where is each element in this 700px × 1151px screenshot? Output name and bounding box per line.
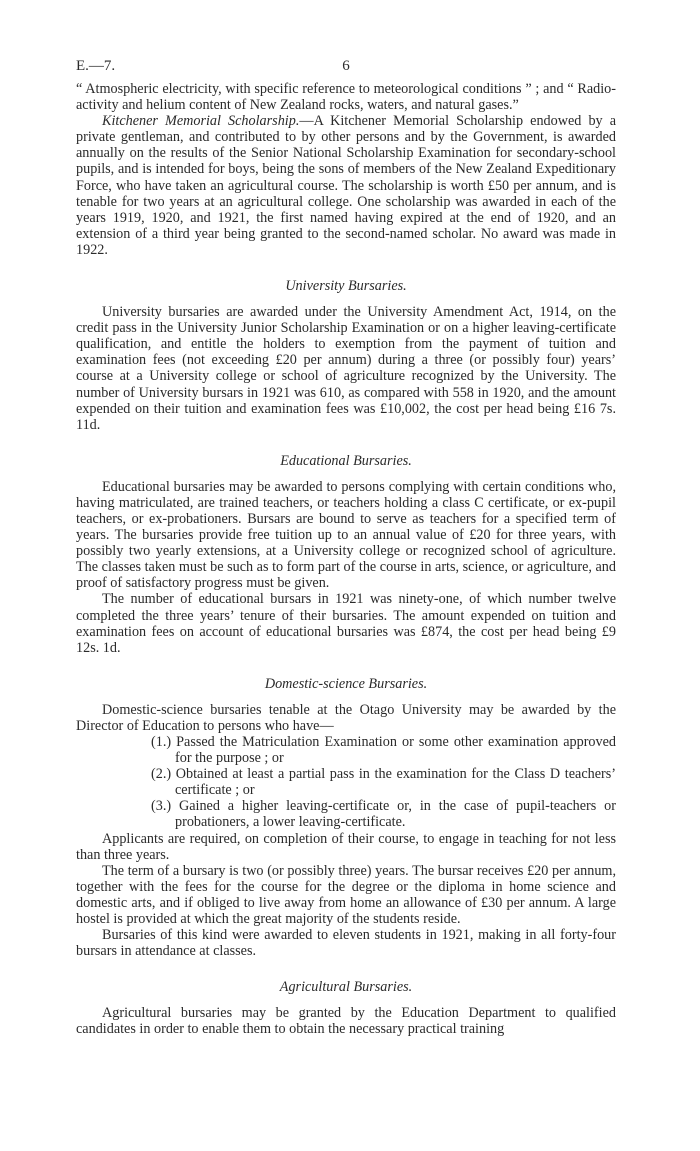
kitchener-body: —A Kitchener Memorial Scholarship endowed by a private gentleman, and contributed to by other persons and by the Government, is awarded annually on the results of the Senior National Scholarship Examination for secondary-school pupils, and is intended for boys, being the sons of members of the New Zealand Expeditionary Force, who have taken an agricultural course. The scholarship is worth £50 per annum, and is tenable for two years at an agricultural college. One scholarship was awarded in each of the years 1919, 1920, and 1921, the first named having expired at the end of 1920, and an extension of a third year being granted to the second-named scholar. No award was made in 1922.: [76, 113, 617, 258]
educational-paragraph-2: The number of educational bursars in 1921 was ninety-one, of which number twelve completed the three years’ tenure of their bursaries. The amount expended on tuition and examination fees on account of educational bursaries was £874, the cost per head being £9 12s. 1d.: [76, 591, 616, 656]
document-page: [76, 58, 616, 1038]
report-reference: E.—7.: [76, 58, 116, 74]
domestic-science-bursaries-heading: Domestic-science Bursaries.: [264, 675, 428, 692]
domestic-paragraph-1: Domestic-science bursaries tenable at the Otago University may be awarded by the Director of Education to persons who have—: [76, 701, 616, 734]
domestic-list-item-3: (3.) Gained a higher leaving-certificate or, in the case of pupil-teachers or probationers, a lower leaving-certificate.: [151, 798, 616, 831]
educational-bursaries-heading: Educational Bursaries.: [280, 452, 412, 469]
kitchener-title: Kitchener Memorial Scholarship.: [102, 113, 300, 130]
domestic-list-item-1: (1.) Passed the Matriculation Examination or some other examination approved for the purpose ; or: [151, 734, 616, 767]
domestic-paragraph-3: The term of a bursary is two (or possibly three) years. The bursar receives £20 per annum, together with the fees for the course for the degree or the diploma in home science and domestic arts, and if obliged to live away from home an allowance of £30 per annum. A large hostel is provided at which the great majority of the students reside.: [76, 862, 616, 928]
educational-paragraph-1: Educational bursaries may be awarded to persons complying with certain conditions who, having matriculated, are trained teachers, or teachers holding a class C certificate, or ex-pupil teachers, or ex-probationers. Bursars are bound to serve as teachers for a specified term of years. The bursaries provide free tuition up to an annual value of £20 for three years, with possibly two yearly extensions, at a University college or recognized school of agriculture. The classes taken must be such as to form part of the course in arts, science, or agriculture, and proof of satisfactory progress must be given.: [76, 478, 616, 592]
domestic-paragraph-2: Applicants are required, on completion of their course, to engage in teaching for not less than three years.: [76, 830, 616, 863]
university-bursaries-heading: University Bursaries.: [285, 278, 407, 295]
domestic-paragraph-4: Bursaries of this kind were awarded to eleven students in 1921, making in all forty-four bursars in attendance at classes.: [76, 927, 616, 960]
page-header: [76, 58, 616, 77]
kitchener-paragraph: [76, 113, 616, 258]
intro-paragraph: “ Atmospheric electricity, with specific reference to meteorological conditions ” ; and “ Radio-activity and helium content of New Zealand rocks, waters, and natural gases.”: [76, 81, 616, 114]
agricultural-paragraph: Agricultural bursaries may be granted by the Education Department to qualified candidates in order to enable them to obtain the necessary practical training: [76, 1005, 616, 1038]
domestic-list-item-2: (2.) Obtained at least a partial pass in the examination for the Class D teachers’ certificate ; or: [151, 766, 616, 799]
agricultural-bursaries-heading: Agricultural Bursaries.: [279, 979, 413, 996]
university-paragraph: University bursaries are awarded under the University Amendment Act, 1914, on the credit pass in the University Junior Scholarship Examination or on a higher leaving-certificate qualification, and entitle the holders to exemption from the payment of tuition and examination fees (not exceeding £20 per annum) during a three (or possibly four) years’ course at a University college or school of agriculture recognized by the University. The number of University bursars in 1921 was 610, as compared with 558 in 1920, and the amount expended on their tuition and examination fees was £10,002, the cost per head being £16 7s. 11d.: [76, 304, 616, 433]
page-number: 6: [342, 58, 350, 74]
